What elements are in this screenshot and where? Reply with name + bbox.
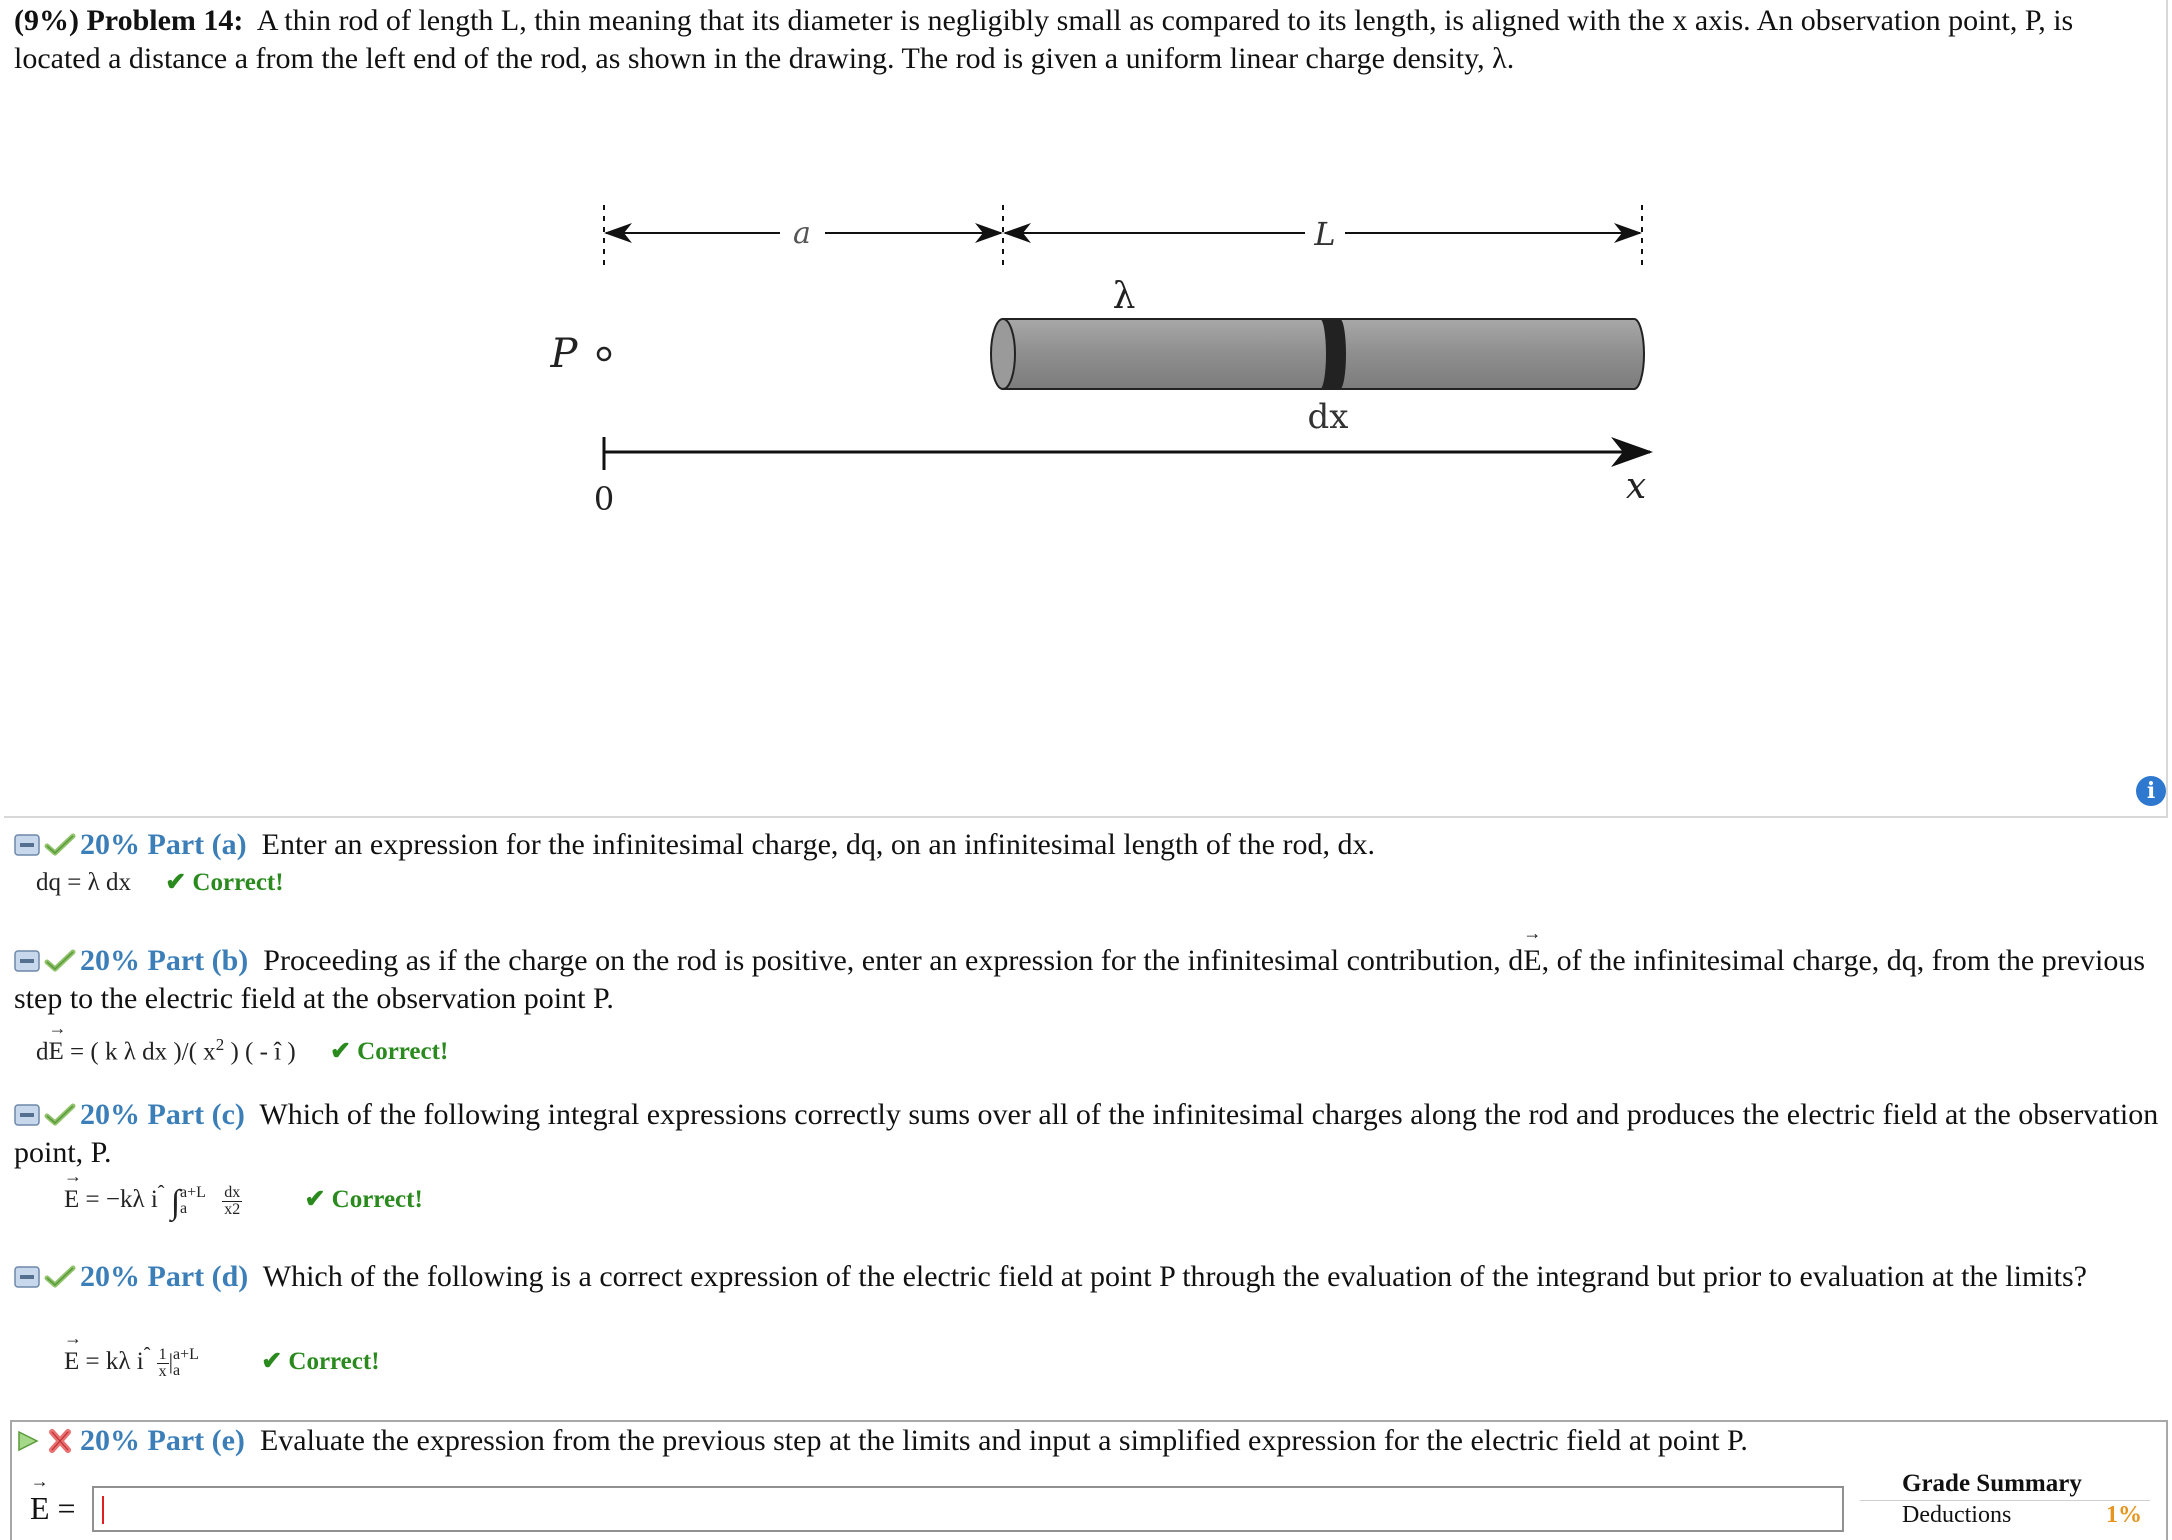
wrong-x-icon bbox=[44, 1429, 76, 1453]
part-c-upper: a+L bbox=[180, 1184, 206, 1202]
observation-point bbox=[598, 348, 610, 360]
part-c-limits bbox=[180, 1185, 206, 1217]
part-b-answer-sup: 2 bbox=[215, 1035, 225, 1054]
part-b-answer-1: = ( k λ dx )/( x bbox=[63, 1038, 216, 1066]
part-d-answer-vector: → E bbox=[64, 1347, 79, 1377]
part-d-percent: 20% bbox=[80, 1260, 140, 1293]
part-a-answer: dq = λ dx bbox=[36, 869, 131, 896]
part-c-integral: ∫ bbox=[170, 1184, 181, 1221]
checkmark-icon bbox=[44, 1265, 76, 1289]
rod-end-cap bbox=[991, 319, 1015, 389]
part-b-status: ✔ Correct! bbox=[329, 1038, 449, 1066]
label-dx: dx bbox=[1307, 397, 1349, 437]
label-a: a bbox=[793, 216, 811, 251]
part-a-header bbox=[14, 826, 2164, 864]
checkmark-icon bbox=[44, 949, 76, 973]
collapse-icon[interactable] bbox=[14, 833, 40, 857]
problem-title: Problem 14: bbox=[86, 4, 244, 37]
part-a-label: Part (a) bbox=[147, 828, 247, 861]
part-d-frac-num: 1 bbox=[158, 1345, 167, 1363]
deductions-value: 1% bbox=[2106, 1502, 2142, 1528]
part-d-hat: ˆ bbox=[143, 1344, 151, 1366]
part-c-percent: 20% bbox=[80, 1098, 140, 1131]
collapse-icon[interactable] bbox=[14, 1265, 40, 1289]
label-L: L bbox=[1314, 215, 1336, 253]
part-b-header bbox=[14, 942, 2164, 1018]
grade-summary-divider bbox=[1860, 1500, 2150, 1501]
part-c-question: Which of the following integral expressions correctly sums over all of the infinitesimal charges along the rod and produces the electric field at the observation point, P. bbox=[14, 1098, 2159, 1169]
part-b-question-1: Proceeding as if the charge on the rod is positive, enter an expression for the infinitesimal contribution, d bbox=[263, 944, 1524, 977]
part-d-limits bbox=[173, 1347, 199, 1379]
label-zero: 0 bbox=[593, 480, 615, 518]
part-d-label: Part (d) bbox=[147, 1260, 249, 1293]
grade-summary-title: Grade Summary bbox=[1902, 1470, 2082, 1497]
part-d-frac-den: x bbox=[158, 1362, 167, 1380]
part-c-frac-num: dx bbox=[224, 1183, 241, 1201]
part-a-answer-row bbox=[36, 868, 284, 898]
checkmark-icon bbox=[44, 833, 76, 857]
part-c-fraction bbox=[222, 1185, 242, 1218]
part-d-answer-1: = kλ i bbox=[79, 1348, 144, 1375]
checkmark-icon bbox=[44, 1103, 76, 1127]
part-a-percent: 20% bbox=[80, 828, 140, 861]
part-b-label: Part (b) bbox=[147, 944, 249, 977]
label-x: x bbox=[1625, 466, 1647, 507]
rod-body bbox=[1003, 319, 1644, 389]
part-e-input-vector: → E bbox=[30, 1490, 50, 1527]
part-c-frac-den: x2 bbox=[224, 1200, 241, 1218]
label-P: P bbox=[550, 331, 578, 377]
info-icon[interactable]: i bbox=[2136, 776, 2166, 806]
part-d-status: ✔ Correct! bbox=[261, 1348, 380, 1375]
part-b-answer-prefix: d bbox=[36, 1038, 49, 1066]
part-d-answer-row bbox=[36, 1340, 380, 1380]
part-c-label: Part (c) bbox=[147, 1098, 245, 1131]
part-b-answer-row bbox=[36, 1030, 448, 1067]
part-b-question-vector: → E bbox=[1523, 942, 1541, 980]
part-e-question: Evaluate the expression from the previous step at the limits and input a simplified expression for the electric field at point P. bbox=[259, 1424, 1748, 1457]
part-d-upper: a+L bbox=[173, 1346, 199, 1364]
part-d-lower: a bbox=[173, 1362, 181, 1380]
part-c-header bbox=[14, 1096, 2164, 1172]
part-c-status: ✔ Correct! bbox=[304, 1186, 423, 1213]
part-d-header bbox=[14, 1258, 2164, 1296]
rod-diagram bbox=[0, 0, 2172, 560]
part-e-header bbox=[14, 1422, 2164, 1460]
text-caret bbox=[102, 1496, 104, 1524]
problem-weight: (9%) bbox=[14, 4, 79, 37]
part-c-lower: a bbox=[180, 1200, 188, 1218]
part-d-fraction bbox=[157, 1347, 169, 1380]
part-e-input-label bbox=[30, 1490, 76, 1527]
part-d-bar: | bbox=[168, 1349, 174, 1374]
collapse-icon[interactable] bbox=[14, 1103, 40, 1127]
part-e-percent: 20% bbox=[80, 1424, 140, 1457]
part-c-answer-vector: → E bbox=[64, 1185, 79, 1215]
part-a-question: Enter an expression for the infinitesimal charge, dq, on an infinitesimal length of the rod, dx. bbox=[261, 828, 1375, 861]
part-b-answer-2: ) ( - î ) bbox=[224, 1038, 296, 1066]
part-b-percent: 20% bbox=[80, 944, 140, 977]
part-c-answer-1: = −kλ i bbox=[79, 1186, 158, 1213]
part-c-answer-row bbox=[36, 1178, 423, 1221]
part-e-input-eq: = bbox=[49, 1490, 76, 1526]
collapse-icon[interactable] bbox=[14, 949, 40, 973]
problem-text: A thin rod of length L, thin meaning that its diameter is negligibly small as compared to its length, is aligned with the x axis. An observation point, P, is located a distance a from the left end of the rod, as shown in the drawing. The rod is given a uniform linear charge density, λ. bbox=[14, 4, 2074, 75]
part-d-question: Which of the following is a correct expression of the electric field at point P through the evaluation of the integrand but prior to evaluation at the limits? bbox=[262, 1260, 2087, 1293]
deductions-label: Deductions bbox=[1902, 1502, 2012, 1528]
part-e-label: Part (e) bbox=[147, 1424, 245, 1457]
part-e-answer-input[interactable] bbox=[92, 1486, 1844, 1532]
expand-arrow-icon[interactable] bbox=[14, 1429, 40, 1453]
label-lambda: λ bbox=[1112, 276, 1136, 317]
part-b-question-2: , of the infinitesimal charge, dq, from the previous step to the electric field at the observation point P. bbox=[14, 944, 2146, 1015]
part-a-status: ✔ Correct! bbox=[165, 869, 284, 896]
part-c-hat: ˆ bbox=[157, 1182, 165, 1204]
part-b-answer-vector: → E bbox=[49, 1037, 64, 1067]
